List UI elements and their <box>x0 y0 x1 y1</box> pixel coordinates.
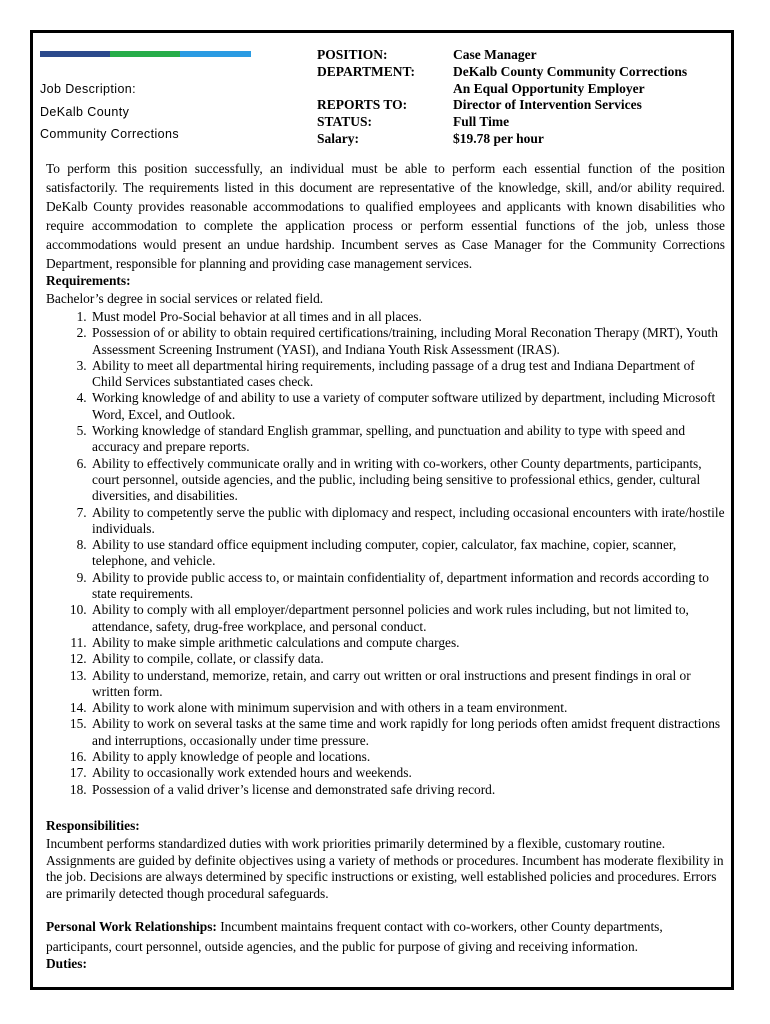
requirement-item: 7. Ability to competently serve the public with diplomacy and respect, including occasional encounters with irate/hostile individuals. <box>90 505 726 538</box>
requirement-item: 3. Ability to meet all departmental hiring requirements, including passage of a drug test and Indiana Department of Child Services substantiated cases check. <box>90 358 726 391</box>
salary-value: $19.78 per hour <box>453 130 544 146</box>
duties-heading: Duties: <box>46 956 87 971</box>
status-label: STATUS: <box>317 114 373 130</box>
personal-work-relationships <box>46 917 726 956</box>
requirement-item: 5. Working knowledge of standard English grammar, spelling, and punctuation and ability to type with speed and accuracy and prepare reports. <box>90 423 726 456</box>
left-header-line-1: Job Description: <box>40 82 137 96</box>
requirements-degree: Bachelor’s degree in social services or related field. <box>46 291 324 306</box>
left-header-line-2: DeKalb County <box>40 104 130 119</box>
requirement-item: 13. Ability to understand, memorize, retain, and carry out written or oral instructions and present findings in oral or written form. <box>90 668 726 701</box>
header-bar-blue <box>180 51 251 57</box>
personal-work-relationships-label: Personal Work Relationships: <box>46 919 217 934</box>
intro-paragraph: To perform this position successfully, an individual must be able to perform each essential function of the position satisfactorily. The requirements listed in this document are representative of the knowledge, skill, and/or ability required. DeKalb County provides reasonable accommodations to qualified employees and applicants with known disabilities who require accommodation to complete the application process or perform essential functions of the job, unless those accommodations would present an undue hardship. Incumbent serves as Case Manager for the Community Corrections Department, responsible for planning and providing case management services. <box>46 161 725 271</box>
header-bar-navy <box>40 51 110 57</box>
requirements-heading: Requirements: <box>46 273 131 288</box>
salary-label: Salary: <box>317 130 359 146</box>
reports-to-value: Director of Intervention Services <box>453 97 642 113</box>
requirement-item: 10. Ability to comply with all employer/department personnel policies and work rules including, but not limited to, attendance, safety, drug-free workplace, and personal conduct. <box>90 602 726 635</box>
requirement-item: 18. Possession of a valid driver’s license and demonstrated safe driving record. <box>90 782 726 798</box>
requirement-item: 16. Ability to apply knowledge of people and locations. <box>90 749 726 765</box>
personal-work-relationships-text: Incumbent maintains frequent contact with co-workers, other County departments, participants, court personnel, outside agencies, and the public for purpose of giving and receiving information. <box>46 919 663 954</box>
requirements-list <box>46 309 726 798</box>
requirement-item: 17. Ability to occasionally work extended hours and weekends. <box>90 765 726 781</box>
requirement-item: 6. Ability to effectively communicate orally and in writing with co-workers, other County departments, participants, court personnel, outside agencies, and the public, including being sensitive to professional ethics, gender, cultural diversities, and disabilities. <box>90 456 726 505</box>
header-bar-green <box>110 51 180 57</box>
requirement-item: 9. Ability to provide public access to, or maintain confidentiality of, department information and records according to state requirements. <box>90 570 726 603</box>
position-label: POSITION: <box>317 47 388 62</box>
status-value: Full Time <box>453 114 510 130</box>
header-values <box>453 47 687 148</box>
requirement-item: 14. Ability to work alone with minimum supervision and with others in a team environment. <box>90 700 726 716</box>
department-label: DEPARTMENT: <box>317 63 416 79</box>
requirement-item: 8. Ability to use standard office equipment including computer, copier, calculator, fax machine, copier, scanner, telephone, and vehicle. <box>90 537 726 570</box>
left-header-line-3: Community Corrections <box>40 127 179 141</box>
responsibilities-paragraph: Incumbent performs standardized duties with work priorities primarily determined by a flexible, customary routine. Assignments are guided by definite objectives using a variety of methods or procedures. Incumbent has moderate flexibility in the job. Decisions are always determined by specific instructions or existing, well established policies and procedures. Errors are primarily detected though procedural safeguards. <box>46 836 724 901</box>
header-labels <box>317 47 415 148</box>
left-header <box>40 78 179 146</box>
requirement-item: 1. Must model Pro-Social behavior at all times and in all places. <box>90 309 726 325</box>
department-value: DeKalb County Community Corrections <box>453 63 688 79</box>
requirement-item: 15. Ability to work on several tasks at the same time and work rapidly for long periods often amidst frequent distractions and interruptions, occasionally under time pressure. <box>90 716 726 749</box>
reports-to-label: REPORTS TO: <box>317 97 408 113</box>
employer-statement: An Equal Opportunity Employer <box>453 80 645 96</box>
position-value: Case Manager <box>453 47 537 62</box>
requirement-item: 11. Ability to make simple arithmetic calculations and compute charges. <box>90 635 726 651</box>
responsibilities-heading: Responsibilities: <box>46 818 140 833</box>
requirement-item: 2. Possession of or ability to obtain required certifications/training, including Moral Reconation Therapy (MRT), Youth Assessment Screening Instrument (YASI), and Indiana Youth Risk Assessment (IRAS). <box>90 325 726 358</box>
blank-label <box>317 81 415 98</box>
requirement-item: 12. Ability to compile, collate, or classify data. <box>90 651 726 667</box>
requirement-item: 4. Working knowledge of and ability to use a variety of computer software utilized by department, including Microsoft Word, Excel, and Outlook. <box>90 390 726 423</box>
